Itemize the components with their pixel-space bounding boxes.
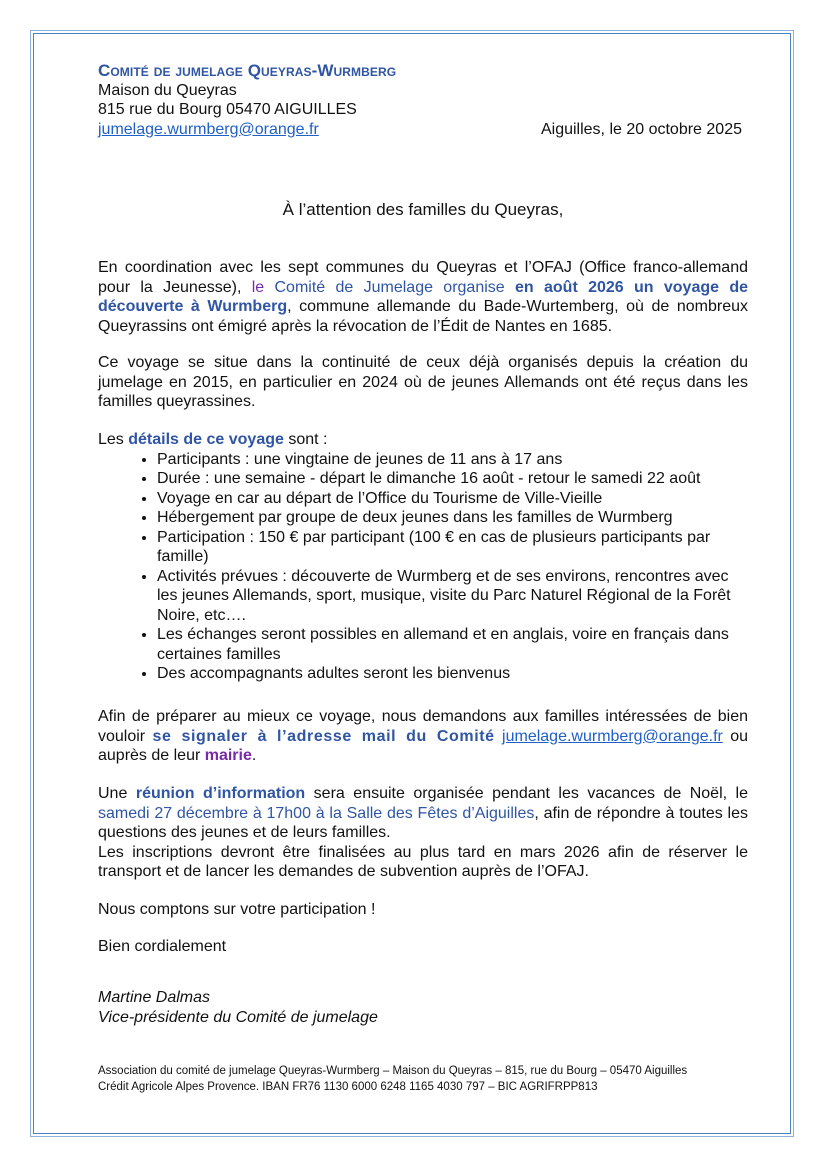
highlight-text: réunion d’information [135,785,306,802]
text: Afin de préparer au mieux ce voyage, nous demandons aux familles intéressées de bien vouloir [98,708,748,745]
paragraph-continuity: Ce voyage se situe dans la continuité de ceux déjà organisés depuis la création du jumelage en 2015, en particulier en 2024 où de jeunes Allemands ont été reçus dans les familles queyrassines. [98,354,748,410]
paragraph-intro [98,258,748,336]
signatory-title: Vice-présidente du Comité de jumelage [98,1008,378,1026]
list-item: • Durée : une semaine - départ le dimanche 16 août - retour le samedi 22 août [157,469,748,489]
highlight-text: en août 2026 un voyage de découverte à Wurmberg [98,278,749,315]
text: sera ensuite organisée pendant les vacances de Noël, le [305,785,749,802]
text: , afin de répondre à toutes les questions des jeunes et de leurs familles. [98,804,748,841]
salutation: À l’attention des familles du Queyras, [282,200,564,219]
text: Les inscriptions devront être finalisées au plus tard en mars 2026 afin de réserver le transport et de lancer les demandes de subvention auprès de l’OFAJ. [98,843,748,880]
text: , commune allemande du Bade-Wurtemberg, où de nombreux Queyrassins ont émigré après la révocation de l’Édit de Nantes en 1685. [98,298,748,335]
text: Comité de Jumelage organise [264,278,516,296]
email-link[interactable]: jumelage.wurmberg@orange.fr [98,120,319,138]
list-item: • Activités prévues : découverte de Wurmberg et de ses environs, rencontres avec les jeunes Allemands, sport, musique, visite du Parc Naturel Régional de la Forêt Noire, etc…. [157,567,748,626]
highlight-text: se signaler à l’adresse mail du Comité [152,727,495,745]
text: ou auprès de leur [98,727,748,764]
letter-date: Aiguilles, le 20 octobre 2025 [540,120,742,138]
address-line-1: Maison du Queyras [98,81,237,99]
text: sont : [283,431,328,448]
details-section [98,430,748,684]
email-link[interactable]: jumelage.wurmberg@orange.fr [502,727,723,745]
text: Les [98,431,129,448]
footer-line-1: Association du comité de jumelage Queyras-Wurmberg – Maison du Queyras – 815, rue du Bourg – 05470 Aiguilles [98,1065,688,1077]
details-list [98,450,748,684]
org-name: Comité de jumelage Queyras-Wurmberg [98,61,397,80]
list-item: • Les échanges seront possibles en allemand et en anglais, voire en français dans certaines familles [157,625,748,664]
highlight-text: détails de ce voyage [128,431,284,448]
paragraph-request [98,707,748,766]
text: . [251,747,257,764]
footer-line-2: Crédit Agricole Alpes Provence. IBAN FR76 1130 6000 6248 1165 4030 797 – BIC AGRIFRPP813 [98,1081,598,1093]
list-item: • Participation : 150 € par participant (100 € en cas de plusieurs participants par famille) [157,528,748,567]
signatory-name: Martine Dalmas [98,989,211,1006]
text: Une [98,785,136,802]
signature [98,988,748,1027]
letterhead [98,61,748,139]
list-item: • Participants : une vingtaine de jeunes de 11 ans à 17 ans [157,450,748,470]
list-item: • Des accompagnants adultes seront les bienvenus [157,664,748,684]
highlight-text: mairie [204,747,252,764]
closing: Bien cordialement [98,938,227,955]
list-item: • Hébergement par groupe de deux jeunes dans les familles de Wurmberg [157,508,748,528]
footer [98,1063,778,1095]
list-item: • Voyage en car au départ de l’Office du Tourisme de Ville-Vieille [157,489,748,509]
paragraph-meeting [98,784,748,882]
text: le [251,278,265,296]
text: En coordination avec les sept communes du Queyras et l’OFAJ (Office franco-allemand pour la Jeunesse), [98,259,748,296]
paragraph-participation: Nous comptons sur votre participation ! [98,901,376,918]
address-line-2: 815 rue du Bourg 05470 AIGUILLES [98,101,357,118]
highlight-text: samedi 27 décembre à 17h00 à la Salle des Fêtes d’Aiguilles [98,804,535,822]
